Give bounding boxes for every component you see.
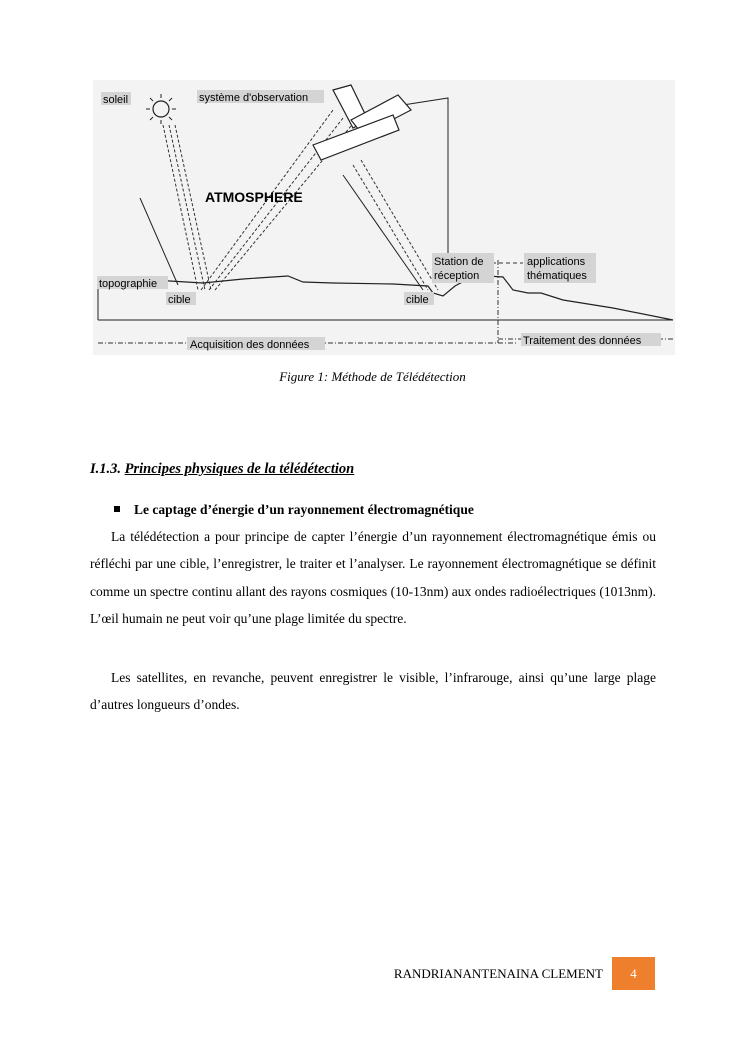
- bullet-text: Le captage d’énergie d’un rayonnement électromagnétique: [134, 502, 474, 517]
- section-number: I.1.3.: [90, 461, 122, 477]
- label-topographie: topographie: [99, 278, 158, 290]
- remote-sensing-figure: [93, 80, 675, 355]
- label-station-line2: réception: [434, 270, 480, 282]
- label-station-line1: Station de: [434, 256, 484, 268]
- label-acquisition: Acquisition des données: [190, 339, 310, 351]
- label-cible-left: cible: [168, 294, 191, 306]
- label-traitement: Traitement des données: [523, 335, 642, 347]
- paragraph-2: Les satellites, en revanche, peuvent enregistrer le visible, l’infrarouge, ainsi qu’une large plage d’autres longueurs d’ondes.: [90, 670, 656, 713]
- label-applications-line1: applications: [527, 256, 586, 268]
- label-applications-line2: thématiques: [527, 270, 587, 282]
- bullet-item: [114, 502, 474, 518]
- figure-diagram: [93, 80, 675, 355]
- label-systeme: système d'observation: [199, 92, 309, 104]
- label-cible-right: cible: [406, 294, 429, 306]
- section-heading: [90, 461, 354, 478]
- figure-caption: Figure 1: Méthode de Télédétection: [279, 369, 466, 384]
- footer-author: RANDRIANANTENAINA CLEMENT: [393, 966, 603, 981]
- section-title: Principes physiques de la télédétection: [124, 461, 355, 477]
- label-atmosphere: ATMOSPHERE: [205, 189, 303, 205]
- bullet-square-icon: [114, 506, 120, 512]
- label-soleil: soleil: [103, 94, 129, 106]
- paragraph-1: La télédétection a pour principe de capter l’énergie d’un rayonnement électromagnétique émis ou réfléchi par une cible, l’enregistrer, le traiter et l’analyser. Le rayonnement électromagnétique se définit comme un spectre continu allant des rayons cosmiques (10-13nm) aux ondes radioélectriques (1013nm). L’œil humain ne peut voir qu’une plage limitée du spectre.: [90, 529, 656, 626]
- page-number: 4: [612, 957, 655, 990]
